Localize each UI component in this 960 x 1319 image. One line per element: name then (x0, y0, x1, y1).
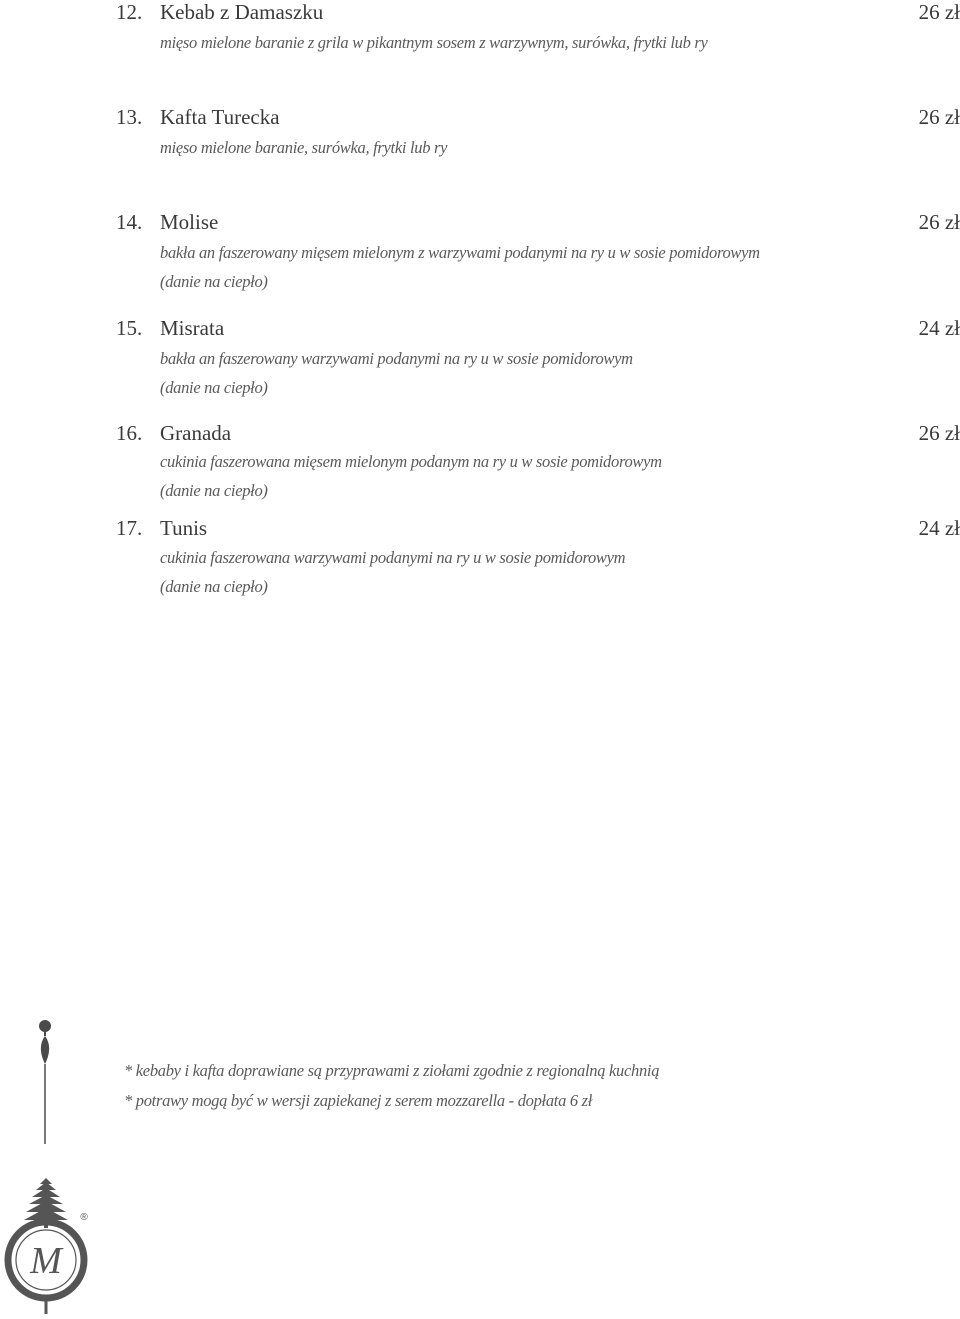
item-price: 24 zł (918, 316, 960, 340)
logo-monogram-text: M (30, 1240, 62, 1282)
item-description-line: (danie na ciepło) (160, 378, 268, 397)
item-price: 26 zł (918, 210, 960, 234)
item-price: 26 zł (918, 105, 960, 129)
item-name: Molise (160, 210, 219, 234)
item-description-line: (danie na ciepło) (160, 577, 268, 596)
item-price: 26 zł (918, 0, 960, 24)
item-price: 24 zł (918, 516, 960, 540)
item-description-line: mięso mielone baranie, surówka, frytki lub ry (160, 138, 448, 157)
item-description (160, 28, 920, 57)
item-name: Misrata (160, 316, 225, 340)
item-name: Kafta Turecka (160, 105, 280, 129)
logo-emblem (0, 1170, 96, 1314)
item-description-line: (danie na ciepło) (160, 481, 268, 500)
item-description-line: (danie na ciepło) (160, 272, 268, 291)
footnotes (124, 1056, 659, 1116)
item-description-line: mięso mielone baranie z grila w pikantnym sosem z warzywnym, surówka, frytki lub ry (160, 33, 708, 52)
item-description (160, 543, 920, 601)
item-number: 14. (116, 210, 143, 234)
item-description (160, 133, 920, 162)
item-number: 12. (116, 0, 143, 24)
item-description-line: cukinia faszerowana warzywami podanymi na ry u w sosie pomidorowym (160, 548, 626, 567)
item-description-line: cukinia faszerowana mięsem mielonym podanym na ry u w sosie pomidorowym (160, 452, 662, 471)
footnote-line: * potrawy mogą być w wersji zapiekanej z serem mozzarella - dopłata 6 zł (124, 1091, 593, 1110)
item-name: Granada (160, 421, 232, 445)
item-description (160, 344, 920, 402)
footnote-line: * kebaby i kafta doprawiane są przyprawami z ziołami zgodnie z regionalną kuchnią (124, 1061, 660, 1080)
item-number: 17. (116, 516, 143, 540)
item-description (160, 447, 920, 505)
item-description (160, 238, 920, 296)
item-number: 13. (116, 105, 143, 129)
item-description-line: bakła an faszerowany mięsem mielonym z warzywami podanymi na ry u w sosie pomidorowym (160, 243, 760, 262)
item-number: 15. (116, 316, 143, 340)
ornament-icon (30, 1016, 60, 1146)
registered-mark: ® (80, 1212, 88, 1223)
item-name: Kebab z Damaszku (160, 0, 324, 24)
item-name: Tunis (160, 516, 208, 540)
item-description-line: bakła an faszerowany warzywami podanymi na ry u w sosie pomidorowym (160, 349, 633, 368)
item-price: 26 zł (918, 421, 960, 445)
logo-monogram-icon (8, 1222, 84, 1314)
item-number: 16. (116, 421, 143, 445)
restaurant-logo (0, 1170, 96, 1314)
